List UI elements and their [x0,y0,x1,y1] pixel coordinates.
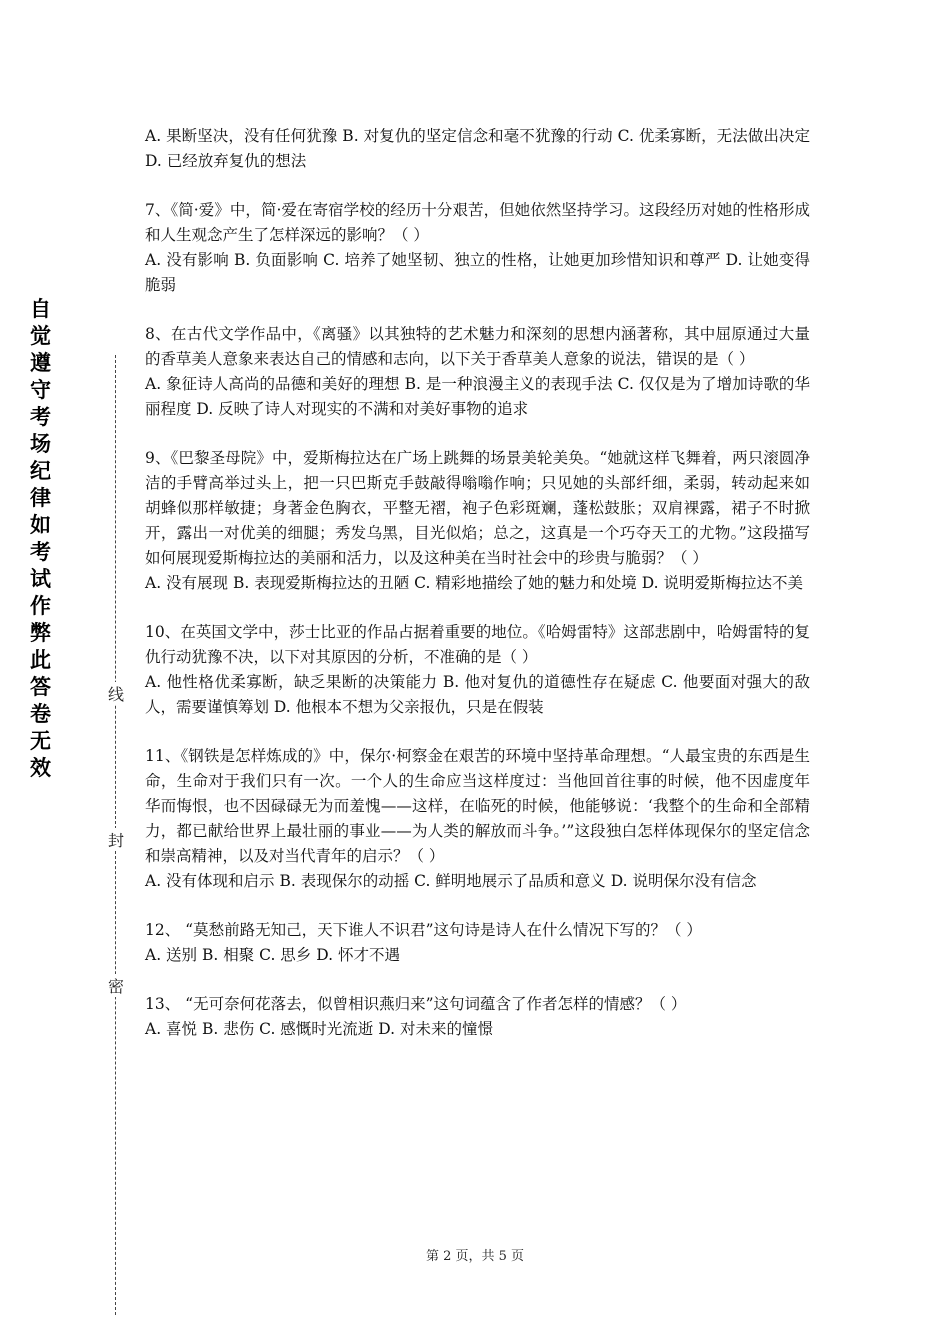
question-stem: 7、《简·爱》中，简·爱在寄宿学校的经历十分艰苦，但她依然坚持学习。这段经历对她的性格形成和人生观念产生了怎样深远的影响？（ ） [145,201,810,244]
question-stem: 10、在英国文学中，莎士比亚的作品占据着重要的地位。《哈姆雷特》这部悲剧中，哈姆雷特的复仇行动犹豫不决，以下对其原因的分析，不准确的是（ ） [145,623,810,666]
question-stem: 12、 “莫愁前路无知己，天下谁人不识君”这句诗是诗人在什么情况下写的？（ ） [145,921,702,939]
binding-label-xian: 线 [107,682,125,705]
question-7 [145,198,810,298]
question-stem: 11、《钢铁是怎样炼成的》中，保尔·柯察金在艰苦的环境中坚持革命理想。“人最宝贵的东西是生命，生命对于我们只有一次。一个人的生命应当这样度过：当他回首往事的时候，他不因虚度年华而悔恨，也不因碌碌无为而羞愧——这样，在临死的时候，他能够说：‘我整个的生命和全部精力，都已献给世界上最壮丽的事业——为人类的解放而斗争。’”这段独白怎样体现保尔的坚定信念和崇高精神，以及对当代青年的启示？（ ） [145,747,810,865]
question-stem: 8、在古代文学作品中，《离骚》以其独特的艺术魅力和深刻的思想内涵著称，其中屈原通过大量的香草美人意象来表达自己的情感和志向，以下关于香草美人意象的说法，错误的是（ ） [145,325,810,368]
binding-label-mi: 密 [107,974,125,997]
exam-warning-text: 自觉遵守考场纪律如考试作弊此答卷无效 [30,297,51,780]
question-9 [145,446,810,596]
question-11 [145,744,810,894]
question-options: A. 果断坚决，没有任何犹豫 B. 对复仇的坚定信念和毫不犹豫的行动 C. 优柔寡断，无法做出决定 D. 已经放弃复仇的想法 [145,127,810,170]
question-options: A. 象征诗人高尚的品德和美好的理想 B. 是一种浪漫主义的表现手法 C. 仅仅是为了增加诗歌的华丽程度 D. 反映了诗人对现实的不满和对美好事物的追求 [145,375,810,418]
question-12 [145,918,810,968]
question-options: A. 没有影响 B. 负面影响 C. 培养了她坚韧、独立的性格，让她更加珍惜知识和尊严 D. 让她变得脆弱 [145,251,810,294]
question-stem: 9、《巴黎圣母院》中，爱斯梅拉达在广场上跳舞的场景美轮美奂。“她就这样飞舞着，两只滚圆净洁的手臂高举过头上，把一只巴斯克手鼓敲得嗡嗡作响；只见她的头部纤细，柔弱，转动起来如胡蜂似那样敏捷；身著金色胸衣，平整无褶，袍子色彩斑斓，蓬松鼓胀；双肩裸露，裙子不时掀开，露出一对优美的细腿；秀发乌黑，目光似焰；总之，这真是一个巧夺天工的尤物。”这段描写如何展现爱斯梅拉达的美丽和活力，以及这种美在当时社会中的珍贵与脆弱？（ ） [145,449,810,567]
question-list [145,124,810,1066]
question-options: A. 没有展现 B. 表现爱斯梅拉达的丑陋 C. 精彩地描绘了她的魅力和处境 D. 说明爱斯梅拉达不美 [145,574,803,592]
binding-label-feng: 封 [107,828,125,851]
question-stem: 13、 “无可奈何花落去，似曾相识燕归来”这句词蕴含了作者怎样的情感？（ ） [145,995,687,1013]
question-options: A. 送别 B. 相聚 C. 思乡 D. 怀才不遇 [145,946,400,964]
question-6 [145,124,810,174]
question-13 [145,992,810,1042]
page-number: 第 2 页，共 5 页 [425,1249,525,1264]
question-options: A. 他性格优柔寡断，缺乏果断的决策能力 B. 他对复仇的道德性存在疑虑 C. 他要面对强大的敌人，需要谨慎筹划 D. 他根本不想为父亲报仇，只是在假装 [145,673,810,716]
question-options: A. 喜悦 B. 悲伤 C. 感慨时光流逝 D. 对未来的憧憬 [145,1020,493,1038]
question-8 [145,322,810,422]
question-options: A. 没有体现和启示 B. 表现保尔的动摇 C. 鲜明地展示了品质和意义 D. 说明保尔没有信念 [145,872,757,890]
question-10 [145,620,810,720]
